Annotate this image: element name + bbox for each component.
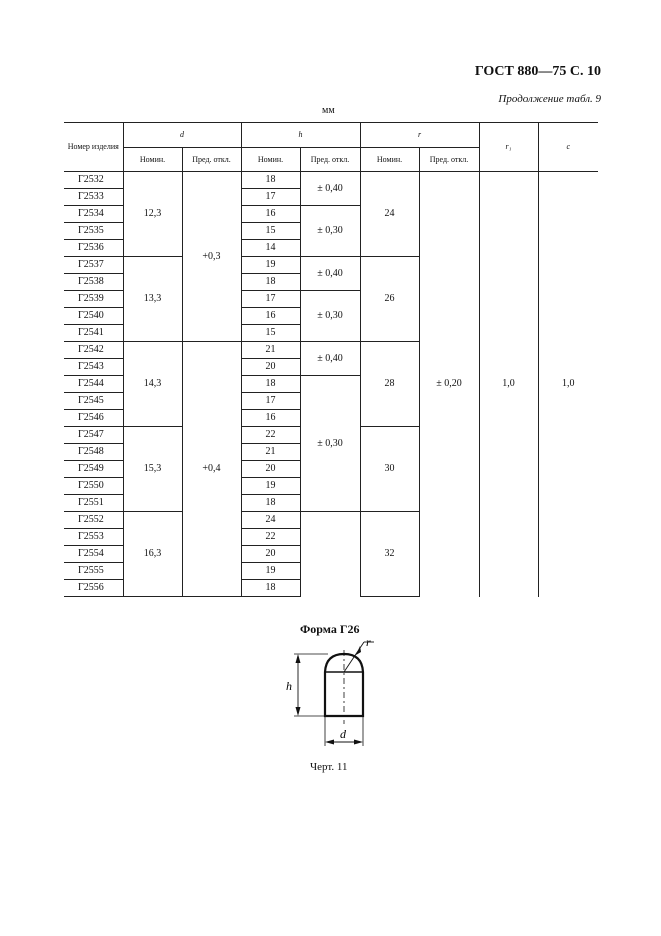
page-header: ГОСТ 880—75 С. 10	[474, 64, 601, 79]
cell-h-nom: 16	[241, 410, 300, 427]
cell-item-number: Г2534	[64, 206, 123, 223]
cell-h-tol: ± 0,40	[300, 342, 360, 376]
subheader-r-tol: Пред. откл.	[419, 148, 479, 172]
cell-h-nom: 18	[241, 274, 300, 291]
cell-item-number: Г2556	[64, 580, 123, 597]
cell-item-number: Г2546	[64, 410, 123, 427]
cell-d-tol: +0,4	[182, 342, 241, 597]
r-leader	[344, 642, 364, 672]
cell-h-nom: 18	[241, 172, 300, 189]
header-r: r	[360, 123, 479, 148]
form-g26-drawing	[280, 632, 390, 752]
cell-r1: 1,0	[479, 172, 538, 597]
cell-h-nom: 15	[241, 223, 300, 240]
figure-title: Форма Г26	[300, 622, 360, 636]
cell-item-number: Г2541	[64, 325, 123, 342]
cell-h-nom: 24	[241, 512, 300, 529]
cell-item-number: Г2553	[64, 529, 123, 546]
cell-h-nom: 22	[241, 529, 300, 546]
table-continuation: Продолжение табл. 9	[498, 93, 601, 105]
subheader-h-nom: Номин.	[241, 148, 300, 172]
label-d: d	[340, 727, 346, 741]
cell-item-number: Г2547	[64, 427, 123, 444]
unit-label: мм	[322, 105, 335, 116]
cell-item-number: Г2548	[64, 444, 123, 461]
cell-item-number: Г2537	[64, 257, 123, 274]
cell-item-number: Г2544	[64, 376, 123, 393]
cell-h-nom: 20	[241, 461, 300, 478]
cell-h-tol: ± 0,30	[300, 291, 360, 342]
cell-h-nom: 21	[241, 444, 300, 461]
cell-item-number: Г2538	[64, 274, 123, 291]
cell-d-nom: 16,3	[123, 512, 182, 597]
h-arrow-top	[296, 654, 301, 663]
cell-item-number: Г2552	[64, 512, 123, 529]
cell-r-nom: 28	[360, 342, 419, 427]
cell-h-nom: 16	[241, 206, 300, 223]
cell-h-nom: 18	[241, 580, 300, 597]
cell-d-nom: 13,3	[123, 257, 182, 342]
cell-h-nom: 15	[241, 325, 300, 342]
cell-item-number: Г2532	[64, 172, 123, 189]
cell-h-tol: ± 0,40	[300, 257, 360, 291]
header-d: d	[123, 123, 241, 148]
cell-h-nom: 18	[241, 495, 300, 512]
cell-item-number: Г2551	[64, 495, 123, 512]
cell-item-number: Г2539	[64, 291, 123, 308]
subheader-d-tol: Пред. откл.	[182, 148, 241, 172]
header-c: c	[538, 123, 598, 172]
cell-r-nom: 30	[360, 427, 419, 512]
cell-item-number: Г2535	[64, 223, 123, 240]
cell-item-number: Г2549	[64, 461, 123, 478]
header-item-number: Номер изделия	[64, 123, 123, 172]
cell-h-tol: ± 0,40	[300, 172, 360, 206]
table-row	[64, 172, 598, 189]
d-arrow-left	[325, 740, 334, 745]
cell-item-number: Г2555	[64, 563, 123, 580]
cell-h-tol: ± 0,30	[300, 376, 360, 512]
cell-d-nom: 15,3	[123, 427, 182, 512]
cell-h-nom: 18	[241, 376, 300, 393]
cell-item-number: Г2554	[64, 546, 123, 563]
cell-h-nom: 19	[241, 563, 300, 580]
h-arrow-bottom	[296, 707, 301, 716]
header-h: h	[241, 123, 360, 148]
subheader-r-nom: Номин.	[360, 148, 419, 172]
cell-r-nom: 32	[360, 512, 419, 597]
cell-c: 1,0	[538, 172, 598, 597]
figure-caption: Черт. 11	[310, 761, 348, 773]
cell-h-nom: 21	[241, 342, 300, 359]
cell-r-nom: 26	[360, 257, 419, 342]
cell-h-nom: 17	[241, 291, 300, 308]
cell-h-nom: 20	[241, 546, 300, 563]
cell-r-tol: ± 0,20	[419, 172, 479, 597]
cell-h-nom: 17	[241, 393, 300, 410]
cell-item-number: Г2540	[64, 308, 123, 325]
cell-h-nom: 14	[241, 240, 300, 257]
cell-h-nom: 20	[241, 359, 300, 376]
cell-h-nom: 17	[241, 189, 300, 206]
subheader-h-tol: Пред. откл.	[300, 148, 360, 172]
cell-item-number: Г2550	[64, 478, 123, 495]
cell-h-nom: 19	[241, 478, 300, 495]
d-arrow-right	[354, 740, 363, 745]
cell-item-number: Г2545	[64, 393, 123, 410]
label-r: r	[366, 635, 371, 649]
cell-h-tol: ± 0,30	[300, 206, 360, 257]
dimensions-table	[64, 122, 598, 597]
subheader-d-nom: Номин.	[123, 148, 182, 172]
cell-item-number: Г2536	[64, 240, 123, 257]
cell-item-number: Г2543	[64, 359, 123, 376]
cell-h-nom: 22	[241, 427, 300, 444]
cell-h-nom: 16	[241, 308, 300, 325]
cell-r-nom: 24	[360, 172, 419, 257]
cell-d-nom: 14,3	[123, 342, 182, 427]
header-r1: r₁	[479, 123, 538, 172]
cell-h-nom: 19	[241, 257, 300, 274]
cell-d-nom: 12,3	[123, 172, 182, 257]
cell-h-tol	[300, 512, 360, 597]
cell-item-number: Г2542	[64, 342, 123, 359]
cell-item-number: Г2533	[64, 189, 123, 206]
label-h: h	[286, 679, 292, 693]
cell-d-tol: +0,3	[182, 172, 241, 342]
